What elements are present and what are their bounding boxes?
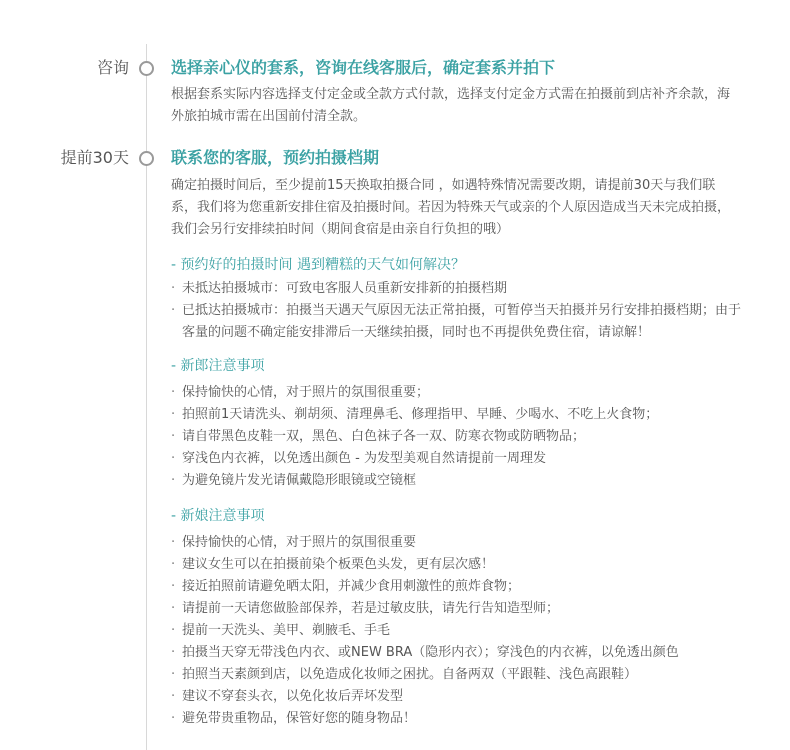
timeline-circle-icon <box>139 151 154 166</box>
list-item: · 拍照前1天请洗头、剃胡须、清理鼻毛、修理指甲、早睡、少喝水、不吃上火食物； <box>171 404 741 426</box>
step-label: 提前30天 <box>60 148 129 167</box>
list-item: · 为避免镜片发光请佩戴隐形眼镜或空镜框 <box>171 470 741 492</box>
list-item: · 拍照当天素颜到店，以免造成化妆师之困扰。自备两双（平跟鞋、浅色高跟鞋） <box>171 664 741 686</box>
step-paragraph: 根据套系实际内容选择支付定金或全款方式付款，选择支付定金方式需在拍摄前到店补齐余款，海外旅拍城市需在出国前付清全款。 <box>171 87 731 124</box>
list-item: · 已抵达拍摄城市：拍摄当天遇天气原因无法正常拍摄，可暂停当天拍摄并另行安排拍摄档期；由于客量的问题不确定能安排滞后一天继续拍摄，同时也不再提供免费住宿，请谅解！ <box>171 300 741 344</box>
groom-list <box>171 382 741 492</box>
timeline-circle-icon <box>139 61 154 76</box>
step-title: 联系您的客服，预约拍摄档期 <box>171 148 380 167</box>
bride-list <box>171 532 741 730</box>
step-title: 选择亲心仪的套系，咨询在线客服后，确定套系并拍下 <box>171 58 556 77</box>
list-item: · 保持愉快的心情，对于照片的氛围很重要 <box>171 532 741 554</box>
list-item: · 请提前一天请您做脸部保养，若是过敏皮肤，请先行告知造型师； <box>171 598 741 620</box>
list-item: · 未抵达拍摄城市：可致电客服人员重新安排新的拍摄档期 <box>171 278 741 300</box>
step-label: 咨询 <box>96 58 129 77</box>
step-paragraph: 确定拍摄时间后，至少提前15天换取拍摄合同 ，如遇特殊情况需要改期，请提前30天与我们联系，我们将为您重新安排住宿及拍摄时间。若因为特殊天气或亲的个人原因造成当天未完成拍摄，我们会另行安排续拍时间（期间食宿是由亲自行负担的哦） <box>171 178 731 237</box>
list-item: · 拍摄当天穿无带浅色内衣、或NEW BRA（隐形内衣）；穿浅色的内衣裤，以免透出颜色 <box>171 642 741 664</box>
weather-heading: - 预约好的拍摄时间 遇到糟糕的天气如何解决？ <box>171 257 465 273</box>
weather-list <box>171 278 741 344</box>
list-item: · 穿浅色内衣裤，以免透出颜色 - 为发型美观自然请提前一周理发 <box>171 448 741 470</box>
list-item: · 保持愉快的心情，对于照片的氛围很重要； <box>171 382 741 404</box>
list-item: · 请自带黑色皮鞋一双，黑色、白色袜子各一双、防寒衣物或防晒物品； <box>171 426 741 448</box>
list-item: · 建议不穿套头衣，以免化妆后弄坏发型 <box>171 686 741 708</box>
list-item: · 建议女生可以在拍摄前染个板栗色头发，更有层次感！ <box>171 554 741 576</box>
bride-heading: - 新娘注意事项 <box>171 508 265 524</box>
list-item: · 提前一天洗头、美甲、剃腋毛、手毛 <box>171 620 741 642</box>
groom-heading: - 新郎注意事项 <box>171 358 265 374</box>
timeline-line <box>146 44 147 750</box>
list-item: · 接近拍照前请避免晒太阳，并减少食用刺激性的煎炸食物； <box>171 576 741 598</box>
list-item: · 避免带贵重物品，保管好您的随身物品！ <box>171 708 741 730</box>
